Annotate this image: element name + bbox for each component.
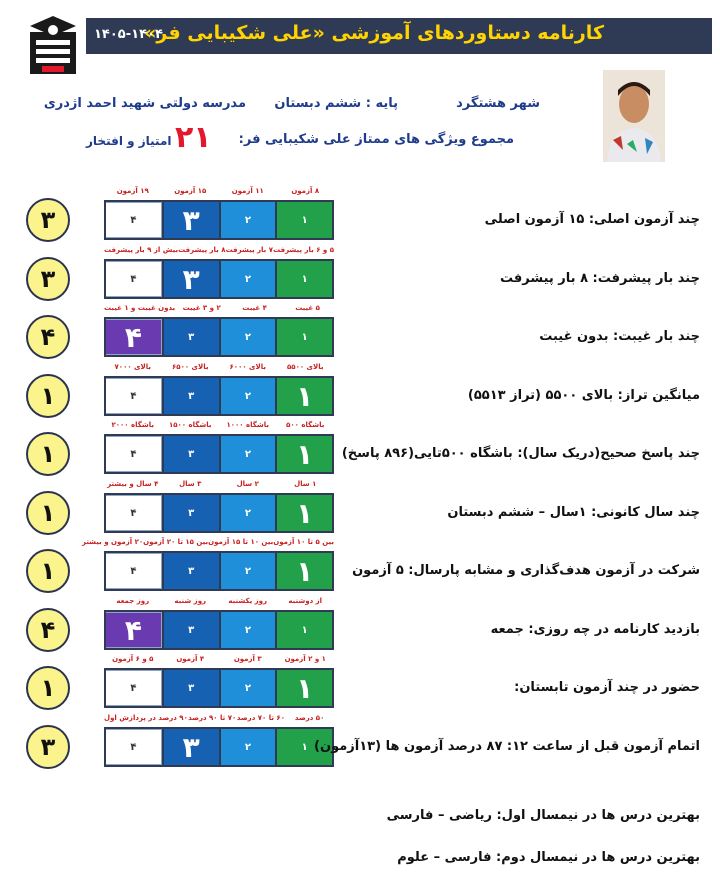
- option-label: ۸ آزمون: [291, 187, 320, 195]
- option-label: ۲۰ آزمون و بیشتر: [81, 538, 144, 546]
- scale-cell-2: ۲: [219, 729, 276, 765]
- scale-cell-4: ۴: [106, 202, 162, 238]
- scale-cell-3: ۳: [162, 612, 219, 648]
- option-label: ۷۰ تا ۹۰ درصد: [188, 714, 237, 722]
- scale-cell-4: ۴: [106, 729, 162, 765]
- option-labels: [104, 421, 334, 433]
- score-scale: [104, 610, 334, 650]
- option-labels: [104, 304, 334, 316]
- scale-cell-3: ۳: [162, 729, 219, 765]
- option-label: بالای ۵۵۰۰: [287, 363, 324, 371]
- scale-cell-4: ۴: [106, 319, 162, 355]
- best-subjects-first-half: بهترین درس ها در نیمسال اول: ریاضی – فارسی: [386, 808, 700, 823]
- summary-unit: امتیاز و افتخار: [86, 134, 172, 148]
- option-label: روز یکشنبه: [228, 597, 268, 605]
- scale-cell-1: ۱: [275, 670, 332, 706]
- best-subjects-second-half: بهترین درس ها در نیمسال دوم: فارسی – علوم: [397, 850, 700, 865]
- score-circle: ۱: [26, 374, 70, 418]
- option-label: باشگاه ۵۰۰: [286, 421, 325, 429]
- score-scale: [104, 727, 334, 767]
- scale-cell-1: ۱: [275, 495, 332, 531]
- scale-cell-4: ۴: [106, 495, 162, 531]
- scale-cell-3: ۳: [162, 202, 219, 238]
- score-scale: [104, 317, 334, 357]
- option-label: ۵ و ۶ آزمون: [112, 655, 154, 663]
- scale-cell-4: ۴: [106, 612, 162, 648]
- option-labels: [104, 714, 334, 726]
- student-school: مدرسه دولتی شهید احمد اژدری: [43, 96, 246, 111]
- score-circle: ۱: [26, 491, 70, 535]
- scale-cell-3: ۳: [162, 670, 219, 706]
- scale-cell-4: ۴: [106, 261, 162, 297]
- score-circle: ۱: [26, 666, 70, 710]
- criterion-text: چند بار غیبت: بدون غیبت: [539, 329, 700, 344]
- scale-cell-2: ۲: [219, 670, 276, 706]
- option-label: از دوشنبه: [288, 597, 323, 605]
- scale-cell-2: ۲: [219, 319, 276, 355]
- option-labels: [104, 655, 334, 667]
- option-label: بیش از ۹ بار پیشرفت: [103, 246, 179, 254]
- scale-cell-2: ۲: [219, 612, 276, 648]
- option-labels: [104, 246, 334, 258]
- summary-label: مجموع ویژگی های ممتاز علی شکیبایی فر:: [238, 132, 514, 147]
- scale-cell-3: ۳: [162, 319, 219, 355]
- scale-cell-1: ۱: [275, 261, 332, 297]
- option-label: روز شنبه: [174, 597, 207, 605]
- option-label: ۱ سال: [294, 480, 317, 488]
- title-bar: [86, 18, 712, 54]
- option-label: بالای ۷۰۰۰: [114, 363, 151, 371]
- option-labels: [104, 363, 334, 375]
- option-label: بین ۱۰ تا ۱۵ آزمون: [208, 538, 274, 546]
- criterion-text: میانگین تراز: بالای ۵۵۰۰ (تراز ۵۵۱۳): [467, 388, 700, 403]
- page-title: کارنامه دستاوردهای آموزشی «علی شکیبایی فر»: [144, 22, 604, 44]
- score-circle: ۱: [26, 432, 70, 476]
- scale-cell-1: ۱: [275, 202, 332, 238]
- academic-year: ۱۴۰۵-۱۴۰۴: [94, 27, 163, 42]
- scale-cell-4: ۴: [106, 553, 162, 589]
- option-label: ۸ بار پیشرفت: [178, 246, 226, 254]
- option-label: ۱۹ آزمون: [116, 187, 149, 195]
- scale-cell-1: ۱: [275, 319, 332, 355]
- scale-cell-2: ۲: [219, 553, 276, 589]
- option-label: باشگاه ۱۰۰۰: [226, 421, 269, 429]
- option-label: ۷ بار پیشرفت: [225, 246, 274, 254]
- student-photo: [603, 70, 665, 162]
- score-scale: [104, 376, 334, 416]
- scale-cell-4: ۴: [106, 436, 162, 472]
- criterion-text: چند بار پیشرفت: ۸ بار پیشرفت: [499, 271, 700, 286]
- scale-cell-1: ۱: [275, 553, 332, 589]
- scale-cell-4: ۴: [106, 670, 162, 706]
- option-labels: [104, 187, 334, 199]
- kanoon-logo: [28, 14, 78, 76]
- criterion-text: حضور در چند آزمون تابستان:: [514, 680, 700, 695]
- option-label: ۱۵ آزمون: [174, 187, 207, 195]
- scale-cell-1: ۱: [275, 436, 332, 472]
- option-label: ۵۰ درصد: [294, 714, 325, 722]
- criterion-text: بازدید کارنامه در چه روزی: جمعه: [490, 622, 700, 637]
- option-label: باشگاه ۲۰۰۰: [111, 421, 154, 429]
- score-circle: ۱: [26, 549, 70, 593]
- option-label: باشگاه ۱۵۰۰: [168, 421, 212, 429]
- option-label: ۵ و ۶ بار پیشرفت: [273, 246, 334, 254]
- criterion-text: چند آزمون اصلی: ۱۵ آزمون اصلی: [484, 212, 700, 227]
- scale-cell-3: ۳: [162, 495, 219, 531]
- scale-cell-3: ۳: [162, 436, 219, 472]
- summary-value: ۲۱: [175, 120, 212, 155]
- score-circle: ۴: [26, 608, 70, 652]
- scale-cell-3: ۳: [162, 378, 219, 414]
- option-label: ۱۱ آزمون: [231, 187, 264, 195]
- score-scale: [104, 200, 334, 240]
- scale-cell-1: ۱: [275, 612, 332, 648]
- option-label: ۴ سال و بیشتر: [107, 480, 159, 488]
- score-scale: [104, 434, 334, 474]
- option-label: بین ۵ تا ۱۰ آزمون: [273, 538, 334, 546]
- scale-cell-1: ۱: [275, 729, 332, 765]
- option-label: ۳ آزمون: [233, 655, 262, 663]
- score-scale: [104, 259, 334, 299]
- option-label: بالای ۶۵۰۰: [172, 363, 209, 371]
- score-circle: ۴: [26, 315, 70, 359]
- scale-cell-3: ۳: [162, 553, 219, 589]
- criterion-text: چند پاسخ صحیح(دریک سال): باشگاه ۵۰۰تایی(۸۹۶ پاسخ): [341, 446, 700, 461]
- criterion-text: شرکت در آزمون هدف‌گذاری و مشابه پارسال: ۵ آزمون: [352, 563, 700, 578]
- option-labels: [104, 597, 334, 609]
- scale-cell-2: ۲: [219, 378, 276, 414]
- score-circle: ۳: [26, 725, 70, 769]
- criterion-text: چند سال کانونی: ۱سال – ششم دبستان: [447, 505, 700, 520]
- option-label: ۹۰ درصد در پردازش اول: [104, 714, 188, 722]
- score-circle: ۳: [26, 257, 70, 301]
- option-label: ۲ و ۳ غیبت: [182, 304, 221, 312]
- option-label: ۵ غیبت: [295, 304, 320, 312]
- student-grade: پایه : ششم دبستان: [274, 96, 398, 111]
- scale-cell-2: ۲: [219, 261, 276, 297]
- option-labels: [81, 538, 334, 550]
- scale-cell-2: ۲: [219, 436, 276, 472]
- scale-cell-4: ۴: [106, 378, 162, 414]
- score-scale: [104, 493, 334, 533]
- option-label: روز جمعه: [116, 597, 150, 605]
- option-label: ۳ سال: [179, 480, 202, 488]
- option-label: بین ۱۵ تا ۲۰ آزمون: [143, 538, 209, 546]
- option-label: بالای ۶۰۰۰: [229, 363, 266, 371]
- option-label: ۴ آزمون: [176, 655, 205, 663]
- option-label: ۶۰ تا ۷۰ درصد: [236, 714, 285, 722]
- scale-cell-1: ۱: [275, 378, 332, 414]
- scale-cell-2: ۲: [219, 495, 276, 531]
- scale-cell-2: ۲: [219, 202, 276, 238]
- option-labels: [104, 480, 334, 492]
- option-label: ۱ و ۲ آزمون: [284, 655, 326, 663]
- score-scale: [104, 668, 334, 708]
- option-label: بدون غیبت و ۱ غیبت: [103, 304, 176, 312]
- student-city: شهر هشتگرد: [456, 96, 540, 111]
- score-circle: ۳: [26, 198, 70, 242]
- criterion-text: اتمام آزمون قبل از ساعت ۱۲: ۸۷ درصد آزمون ها (۱۳آزمون): [314, 739, 700, 754]
- score-scale: [104, 551, 334, 591]
- option-label: ۲ سال: [236, 480, 259, 488]
- scale-cell-3: ۳: [162, 261, 219, 297]
- option-label: ۴ غیبت: [242, 304, 267, 312]
